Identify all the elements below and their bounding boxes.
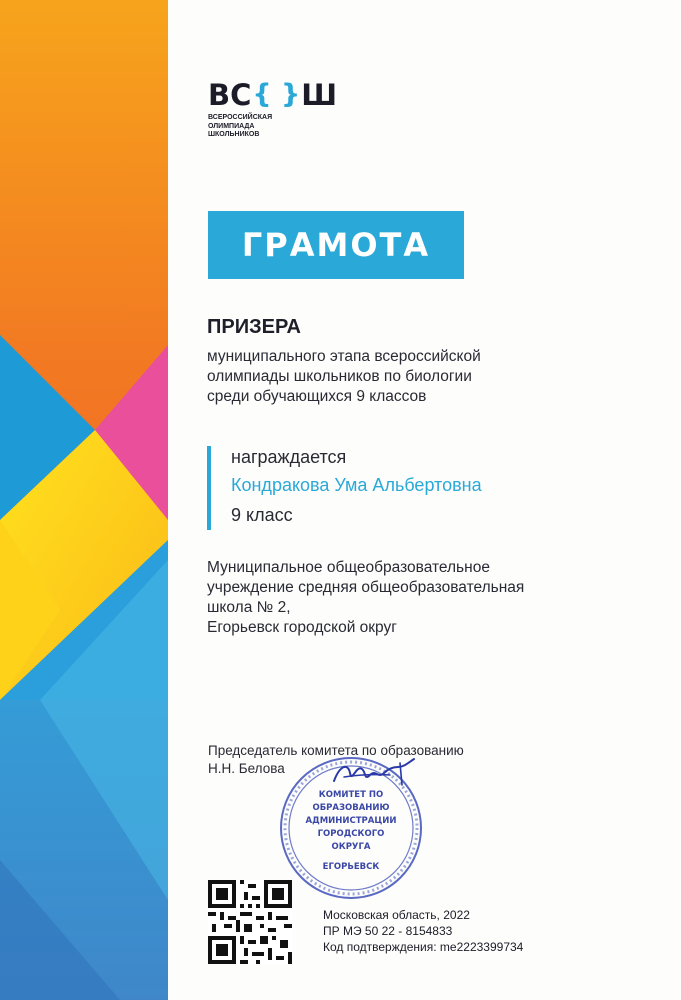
- certificate-banner: [208, 211, 464, 279]
- award-category-heading: ПРИЗЕРА: [207, 316, 301, 338]
- logo-subtitle-line: ОЛИМПИАДА: [208, 122, 255, 130]
- description-line: муниципального этапа всероссийской: [207, 348, 481, 365]
- stamp-text: ОКРУГА: [331, 842, 371, 852]
- handwritten-signature: [330, 755, 420, 795]
- school-line: Егорьевск городской округ: [207, 619, 397, 636]
- logo-mark-left: ВС: [208, 78, 252, 112]
- vsosh-logo: [208, 80, 337, 140]
- logo-bracket: { }: [252, 79, 301, 110]
- school-line: учреждение средняя общеобразовательная: [207, 579, 525, 596]
- logo-mark-right: Ш: [301, 78, 338, 112]
- award-description: [207, 347, 481, 407]
- recipient-grade: 9 класс: [231, 505, 293, 525]
- recipient-name: Кондракова Ума Альбертовна: [231, 475, 482, 495]
- logo-subtitle-line: ВСЕРОССИЙСКАЯ: [208, 114, 273, 121]
- description-line: среди обучающихся 9 классов: [207, 388, 427, 405]
- awarded-label: награждается: [231, 447, 347, 467]
- school-info: [207, 558, 524, 638]
- signatory-name: Н.Н. Белова: [208, 761, 285, 776]
- school-line: Муниципальное общеобразовательное: [207, 559, 490, 576]
- logo-mark: [208, 80, 337, 110]
- school-line: школа № 2,: [207, 599, 291, 616]
- certificate-title: ГРАМОТА: [241, 226, 431, 264]
- logo-subtitle-line: ШКОЛЬНИКОВ: [208, 131, 260, 138]
- stamp-text: ГОРОДСКОГО: [317, 829, 385, 839]
- signatory-title: Председатель комитета по образованию: [208, 743, 464, 758]
- stamp-text: ЕГОРЬЕВСК: [322, 862, 380, 872]
- confirmation-code: Код подтверждения: me2223399734: [323, 940, 524, 954]
- logo-subtitle: [208, 114, 337, 140]
- stamp-text: КОМИТЕТ ПО: [318, 790, 384, 800]
- stamp-text: ОБРАЗОВАНИЮ: [312, 803, 390, 813]
- decorative-side-strip: [0, 0, 168, 1000]
- qr-code: [208, 880, 292, 964]
- certificate-footer: [323, 907, 523, 955]
- registry-number: ПР МЭ 50 22 - 8154833: [323, 924, 453, 938]
- recipient-block: [207, 446, 482, 530]
- geometric-pattern: [0, 0, 168, 1000]
- description-line: олимпиады школьников по биологии: [207, 368, 472, 385]
- stamp-text: АДМИНИСТРАЦИИ: [305, 816, 397, 826]
- region-year: Московская область, 2022: [323, 908, 470, 922]
